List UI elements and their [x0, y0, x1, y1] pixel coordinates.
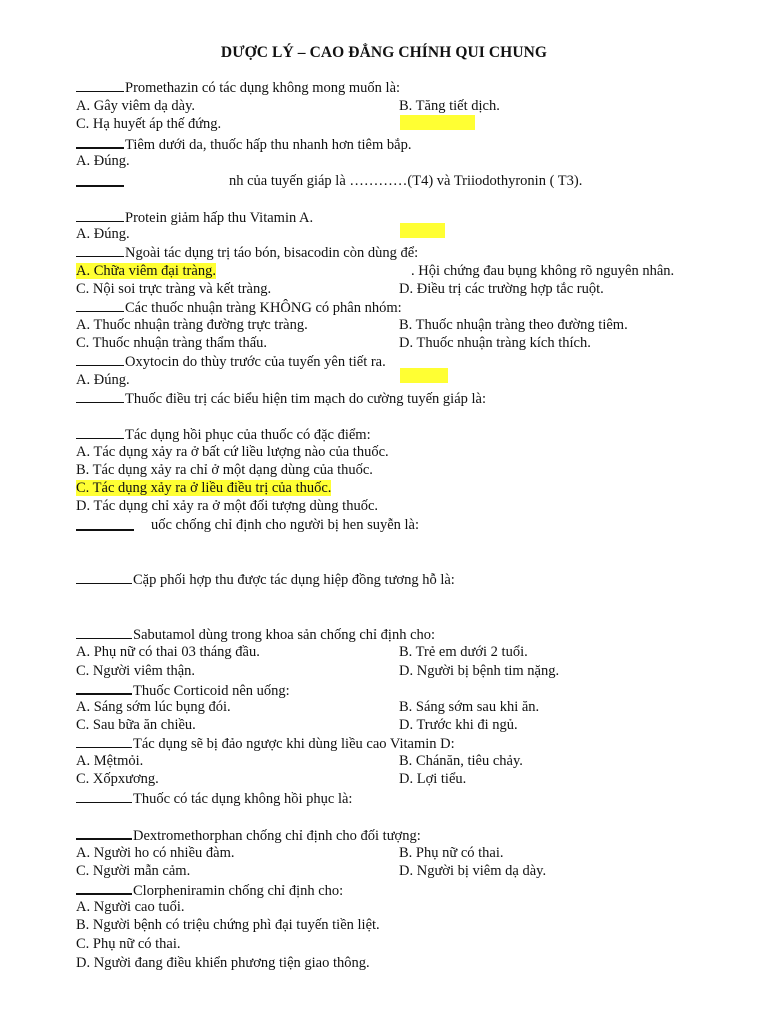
question-clorpheniramin: Clorpheniramin chống chỉ định cho: [76, 880, 343, 900]
answer-blank [76, 516, 134, 531]
answer-blank [76, 134, 124, 149]
question-tiem-duoi-da: Tiêm dưới da, thuốc hấp thu nhanh hơn tiêm bắp. [76, 134, 411, 154]
option: B. Người bệnh có triệu chứng phì đại tuyến tiền liệt. [76, 917, 380, 933]
option: C. Sau bữa ăn chiều. [76, 717, 196, 733]
page-title: DƯỢC LÝ – CAO ĐẲNG CHÍNH QUI CHUNG [220, 44, 548, 61]
question-cuong-tuyen-giap: Thuốc điều trị các biểu hiện tim mạch do cường tuyến giáp là: [76, 389, 486, 408]
answer-highlight [400, 115, 475, 130]
option: A. Gây viêm dạ dày. [76, 98, 196, 114]
option: A. Tác dụng xảy ra ở bất cứ liều lượng nào của thuốc. [76, 444, 389, 460]
answer-blank [76, 389, 124, 403]
answer-blank [76, 298, 124, 312]
option: C. Xốpxương. [76, 771, 159, 787]
option: B. Tăng tiết dịch. [399, 98, 500, 114]
option: A. Đúng. [76, 372, 130, 388]
answer-blank [76, 625, 132, 639]
answer-blank [76, 208, 124, 222]
answer-blank [76, 352, 124, 366]
option: C. Phụ nữ có thai. [76, 936, 181, 952]
option: A. Thuốc nhuận tràng đường trực tràng. [76, 317, 308, 333]
option: B. Sáng sớm sau khi ăn. [399, 699, 540, 715]
question-khong-hoi-phuc: Thuốc có tác dụng không hồi phục là: [76, 789, 352, 808]
question-protein-vitamin-a: Protein giảm hấp thu Vitamin A. [76, 208, 313, 227]
question-hen-suyen [76, 516, 135, 536]
option: A. Phụ nữ có thai 03 tháng đầu. [76, 644, 260, 660]
question-vitamin-d: Tác dụng sẽ bị đảo ngược khi dùng liều cao Vitamin D: [76, 734, 455, 753]
answer-blank [76, 825, 132, 840]
answer-blank [76, 425, 124, 439]
option: D. Trước khi đi ngủ. [399, 717, 518, 733]
option: D. Tác dụng chỉ xảy ra ở một đối tượng dùng thuốc. [76, 498, 379, 514]
question-promethazin: Promethazin có tác dụng không mong muốn là: [76, 78, 400, 97]
option: C. Người mẫn cảm. [76, 863, 191, 879]
option: D. Lợi tiểu. [399, 771, 467, 787]
option: A. Đúng. [76, 153, 130, 169]
option: D. Người đang điều khiển phương tiện giao thông. [76, 955, 370, 971]
question-sabutamol: Sabutamol dùng trong khoa sản chống chỉ định cho: [76, 625, 435, 644]
option: . Hội chứng đau bụng không rõ nguyên nhân. [411, 263, 675, 279]
question-hiep-dong: Cặp phối hợp thu được tác dụng hiệp đồng tương hỗ là: [76, 570, 455, 589]
option: A. Sáng sớm lúc bụng đói. [76, 699, 231, 715]
question-dextromethorphan: Dextromethorphan chống chỉ định cho đối tượng: [76, 825, 421, 845]
option: B. Chánăn, tiêu chảy. [399, 753, 523, 769]
option: B. Thuốc nhuận tràng theo đường tiêm. [399, 317, 628, 333]
option: B. Trẻ em dưới 2 tuổi. [399, 644, 528, 660]
option: D. Thuốc nhuận tràng kích thích. [399, 335, 591, 351]
option: C. Hạ huyết áp thế đứng. [76, 116, 222, 132]
option: A. Người cao tuổi. [76, 899, 185, 915]
option: D. Người bị bệnh tim nặng. [399, 663, 560, 679]
question-bisacodin: Ngoài tác dụng trị táo bón, bisacodin còn dùng để: [76, 243, 418, 262]
option: C. Thuốc nhuận tràng thẩm thấu. [76, 335, 268, 351]
question-tac-dung-hoi-phuc: Tác dụng hồi phục của thuốc có đặc điểm: [76, 425, 371, 444]
option: C. Người viêm thận. [76, 663, 196, 679]
question-nhuan-trang: Các thuốc nhuận tràng KHÔNG có phân nhóm: [76, 298, 402, 317]
question-corticoid: Thuốc Corticoid nên uống: [76, 680, 290, 700]
option-highlighted: C. Tác dụng xảy ra ở liều điều trị của thuốc. [76, 480, 332, 496]
option: B. Tác dụng xảy ra chỉ ở một dạng dùng của thuốc. [76, 462, 373, 478]
answer-blank [76, 680, 132, 695]
answer-blank [76, 172, 124, 187]
question-text: uốc chống chỉ định cho người bị hen suyễn là: [151, 517, 420, 533]
answer-blank [76, 243, 124, 257]
answer-highlight [400, 368, 448, 383]
option: A. Đúng. [76, 226, 130, 242]
option: D. Điều trị các trường hợp tắc ruột. [399, 281, 604, 297]
answer-blank [76, 78, 124, 92]
answer-blank [76, 734, 132, 748]
option: A. Mệtmỏi. [76, 753, 144, 769]
answer-blank [76, 570, 132, 584]
question-tuyen-giap [76, 172, 125, 192]
option: A. Người ho có nhiều đàm. [76, 845, 235, 861]
answer-blank [76, 789, 132, 803]
question-oxytocin: Oxytocin do thùy trước của tuyến yên tiết ra. [76, 352, 386, 371]
question-text: nh của tuyến giáp là …………(T4) và Triiodothyronin ( T3). [229, 173, 583, 189]
option: B. Phụ nữ có thai. [399, 845, 504, 861]
option: C. Nội soi trực tràng và kết tràng. [76, 281, 272, 297]
option-highlighted: A. Chữa viêm đại tràng. [76, 263, 216, 279]
option: D. Người bị viêm dạ dày. [399, 863, 547, 879]
answer-blank [76, 880, 132, 895]
answer-highlight [400, 223, 445, 238]
